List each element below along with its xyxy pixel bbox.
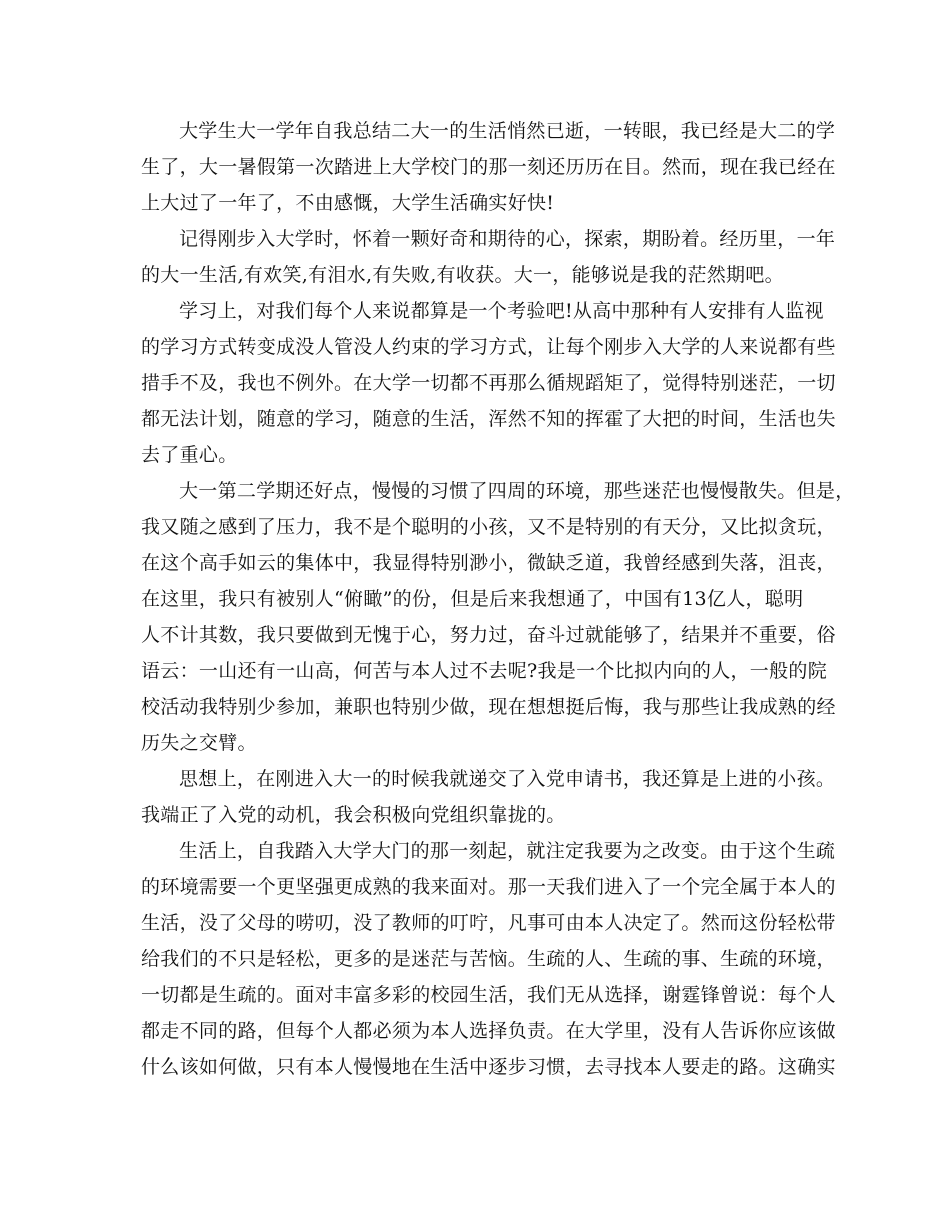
text-line: 在这里，我只有被别人“俯瞰”的份，但是后来我想通了，中国有13亿人，聪明: [141, 588, 804, 610]
document-body: [141, 113, 855, 1085]
paragraph-first-line: 记得刚步入大学时，怀着一颗好奇和期待的心，探索，期盼着。经历里，一年: [179, 228, 836, 250]
text-line: 我又随之感到了压力，我不是个聪明的小孩，又不是特别的有天分，又比拟贪玩，: [141, 516, 836, 538]
text-line: 什么该如何做，只有本人慢慢地在生活中逐步习惯，去寻找本人要走的路。这确实: [141, 1056, 836, 1078]
text-line: 都无法计划，随意的学习，随意的生活，浑然不知的挥霍了大把的时间，生活也失: [141, 408, 836, 430]
text-line: 人不计其数，我只要做到无愧于心，努力过，奋斗过就能够了，结果并不重要，俗: [141, 624, 836, 646]
text-line: 措手不及，我也不例外。在大学一切都不再那么循规蹈矩了，觉得特别迷茫，一切: [141, 372, 836, 394]
text-line: 给我们的不只是轻松，更多的是迷茫与苦恼。生疏的人、生疏的事、生疏的环境，: [141, 948, 836, 970]
text-line: 历失之交臂。: [141, 732, 257, 754]
text-line: 生了，大一暑假第一次踏进上大学校门的那一刻还历历在目。然而，现在我已经在: [141, 156, 836, 178]
paragraph-first-line: 生活上，自我踏入大学大门的那一刻起，就注定我要为之改变。由于这个生疏: [179, 840, 836, 862]
text-line: 的大一生活,有欢笑,有泪水,有失败,有收获。大一，能够说是我的茫然期吧。: [141, 264, 784, 286]
text-line: 的环境需要一个更坚强更成熟的我来面对。那一天我们进入了一个完全属于本人的: [141, 876, 836, 898]
text-line: 语云：一山还有一山高，何苦与本人过不去呢?我是一个比拟内向的人，一般的院: [141, 660, 827, 682]
text-line: 生活，没了父母的唠叨，没了教师的叮咛，凡事可由本人决定了。然而这份轻松带: [141, 912, 836, 934]
text-line: 校活动我特别少参加，兼职也特别少做，现在想想挺后悔，我与那些让我成熟的经: [141, 696, 836, 718]
paragraph-first-line: 大一第二学期还好点，慢慢的习惯了四周的环境，那些迷茫也慢慢散失。但是，: [179, 480, 855, 502]
text-line: 在这个高手如云的集体中，我显得特别渺小，微缺乏道，我曾经感到失落，沮丧，: [141, 552, 836, 574]
paragraph-first-line: 大学生大一学年自我总结二大一的生活悄然已逝，一转眼，我已经是大二的学: [179, 120, 836, 142]
text-line: 上大过了一年了，不由感慨，大学生活确实好快!: [141, 192, 555, 214]
text-line: 都走不同的路，但每个人都必须为本人选择负责。在大学里，没有人告诉你应该做: [141, 1020, 836, 1042]
text-line: 我端正了入党的动机，我会积极向党组织靠拢的。: [141, 804, 566, 826]
text-line: 一切都是生疏的。面对丰富多彩的校园生活，我们无从选择，谢霆锋曾说：每个人: [141, 984, 836, 1006]
text-line: 的学习方式转变成没人管没人约束的学习方式，让每个刚步入大学的人来说都有些: [141, 336, 836, 358]
text-line: 去了重心。: [141, 444, 238, 466]
paragraph-first-line: 学习上，对我们每个人来说都算是一个考验吧!从高中那种有人安排有人监视: [179, 300, 824, 322]
paragraph-first-line: 思想上，在刚进入大一的时候我就递交了入党申请书，我还算是上进的小孩。: [179, 768, 836, 790]
